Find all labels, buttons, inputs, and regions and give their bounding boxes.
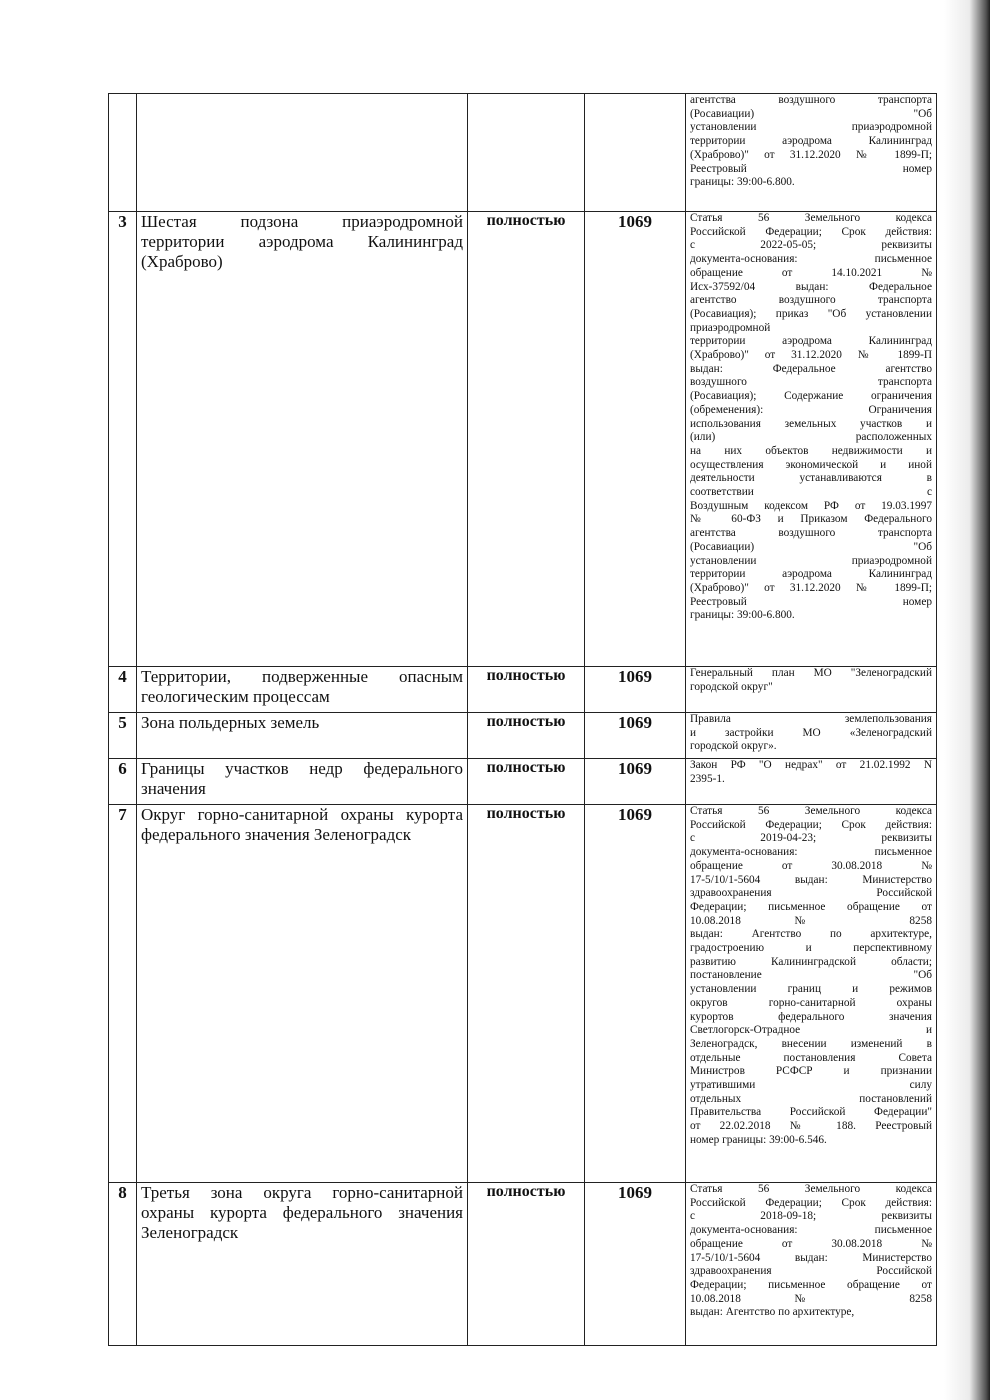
basis-line: агентства воздушного транспорта [690,527,932,540]
basis-line: развитию Калининградской области; [690,955,932,968]
basis-line: с 2019-04-23; реквизиты [690,832,932,845]
basis-line: 10.08.2018 № 8258 [690,1292,932,1305]
basis-line: территории аэродрома Калининград [690,568,932,581]
basis-line: документа-основания: письменное [690,1224,932,1237]
basis-line: (Росавиация); Содержание ограничения [690,390,932,403]
legal-basis [686,212,937,667]
basis-line: (Росавиации) "Об [690,107,932,120]
restriction-name: Округ горно-санитарной охраны курорта федерального значения Зеленоградск [137,805,468,1183]
restriction-name [137,94,468,212]
basis-line: № 60-ФЗ и Приказом Федерального [690,513,932,526]
basis-line: (Храброво)" от 31.12.2020 № 1899-П; [690,581,932,594]
row-number: 8 [109,1183,137,1346]
table-row [109,759,937,805]
basis-line: агентства воздушного транспорта [690,94,932,106]
coverage-value: полностью [468,667,585,713]
restrictions-table [108,93,937,1346]
row-number: 5 [109,713,137,759]
basis-line: обращение от 30.08.2018 № [690,1237,932,1250]
basis-line: Генеральный план МО "Зеленоградский [690,667,932,679]
row-number: 6 [109,759,137,805]
basis-line: Закон РФ "О недрах" от 21.02.1992 N [690,759,932,771]
basis-line: осуществления экономической и иной [690,458,932,471]
area-value: 1069 [585,212,686,667]
area-value [585,94,686,212]
legal-basis [686,94,937,212]
basis-line: постановление "Об [690,969,932,982]
row-number: 3 [109,212,137,667]
coverage-value [468,94,585,212]
coverage-value: полностью [468,1183,585,1346]
basis-line: Федерации; письменное обращение от [690,900,932,913]
basis-line: Статья 56 Земельного кодекса [690,805,932,817]
area-value: 1069 [585,805,686,1183]
area-value: 1069 [585,759,686,805]
basis-line: Реестровый номер [690,595,932,608]
basis-line: выдан: Агентство по архитектуре, [690,1306,855,1319]
coverage-value: полностью [468,212,585,667]
basis-line: (Храброво)" от 31.12.2020 № 1899-П; [690,148,932,161]
coverage-value: полностью [468,759,585,805]
table-row [109,94,937,212]
basis-line: отдельных постановлений [690,1092,932,1105]
basis-line: (обременения): Ограничения [690,403,932,416]
basis-line: обращение от 30.08.2018 № [690,859,932,872]
basis-line: установлении границ и режимов [690,983,932,996]
basis-line: отдельные постановления Совета [690,1051,932,1064]
table-row [109,805,937,1183]
basis-line: и застройки МО «Зеленоградский [690,726,932,739]
basis-line: с 2022-05-05; реквизиты [690,239,932,252]
restriction-name: Зона польдерных земель [137,713,468,759]
table-body [109,94,937,1346]
basis-line: территории аэродрома Калининград [690,335,932,348]
basis-line: (Храброво)" от 31.12.2020 № 1899-П [690,349,932,362]
scan-page-edge [944,0,990,1400]
basis-line: 17-5/10/1-5604 выдан: Министерство [690,873,932,886]
basis-line: градостроению и перспективному [690,942,932,955]
basis-line: (Росавиация); приказ "Об установлении [690,307,932,320]
basis-line: утратившими силу [690,1079,932,1092]
row-number: 7 [109,805,137,1183]
area-value: 1069 [585,713,686,759]
basis-line: (или) расположенных [690,431,932,444]
basis-line: Российской Федерации; Срок действия: [690,1196,932,1209]
basis-line: Российской Федерации; Срок действия: [690,225,932,238]
basis-line: округов горно-санитарной охраны [690,996,932,1009]
basis-line: Правительства Российской Федерации" [690,1106,932,1119]
row-number [109,94,137,212]
coverage-value: полностью [468,805,585,1183]
basis-line: соответствии с [690,486,932,499]
basis-line: воздушного транспорта [690,376,932,389]
basis-line: здравоохранения Российской [690,887,932,900]
basis-line: Российской Федерации; Срок действия: [690,818,932,831]
table-row [109,1183,937,1346]
basis-line: деятельности устанавливаются в [690,472,932,485]
basis-line: Статья 56 Земельного кодекса [690,212,932,224]
basis-line: выдан: Федеральное агентство [690,362,932,375]
basis-line: Правила землепользования [690,713,932,725]
basis-line: Федерации; письменное обращение от [690,1278,932,1291]
restriction-name: Шестая подзона приаэродромной территории аэродрома Калининград (Храброво) [137,212,468,667]
legal-basis [686,713,937,759]
legal-basis [686,759,937,805]
basis-line: с 2018-09-18; реквизиты [690,1210,932,1223]
basis-line: 2395-1. [690,772,725,785]
basis-line: Светлогорск-Отрадное и [690,1024,932,1037]
basis-line: (Росавиации) "Об [690,540,932,553]
basis-line: номер границы: 39:00-6.546. [690,1133,827,1146]
basis-line: выдан: Агентство по архитектуре, [690,928,932,941]
legal-basis [686,667,937,713]
basis-line: границы: 39:00-6.800. [690,176,795,189]
basis-line: документа-основания: письменное [690,253,932,266]
area-value: 1069 [585,667,686,713]
basis-line: документа-основания: письменное [690,846,932,859]
area-value: 1069 [585,1183,686,1346]
table-row [109,667,937,713]
basis-line: установлении приаэродромной [690,121,932,134]
coverage-value: полностью [468,713,585,759]
basis-line: Министров РСФСР и признании [690,1065,932,1078]
restriction-name: Территории, подверженные опасным геологическим процессам [137,667,468,713]
basis-line: Воздушным кодексом РФ от 19.03.1997 [690,499,932,512]
basis-line: обращение от 14.10.2021 № [690,266,932,279]
basis-line: агентство воздушного транспорта [690,294,932,307]
legal-basis [686,1183,937,1346]
basis-line: от 22.02.2018 № 188. Реестровый [690,1120,932,1133]
basis-line: здравоохранения Российской [690,1265,932,1278]
basis-line: Зеленоградск, внесении изменений в [690,1037,932,1050]
basis-line: приаэродромной [690,321,771,334]
table-row [109,713,937,759]
basis-line: городской округ" [690,680,773,693]
basis-line: курортов федерального значения [690,1010,932,1023]
row-number: 4 [109,667,137,713]
basis-line: установлении приаэродромной [690,554,932,567]
basis-line: границы: 39:00-6.800. [690,609,795,622]
basis-line: использования земельных участков и [690,417,932,430]
basis-line: Реестровый номер [690,162,932,175]
table-row [109,212,937,667]
basis-line: Исх-37592/04 выдан: Федеральное [690,280,932,293]
basis-line: на них объектов недвижимости и [690,444,932,457]
basis-line: 10.08.2018 № 8258 [690,914,932,927]
restriction-name: Третья зона округа горно-санитарной охраны курорта федерального значения Зеленоградск [137,1183,468,1346]
restriction-name: Границы участков недр федерального значения [137,759,468,805]
basis-line: Статья 56 Земельного кодекса [690,1183,932,1195]
legal-basis [686,805,937,1183]
basis-line: городской округ». [690,740,777,753]
basis-line: территории аэродрома Калининград [690,135,932,148]
basis-line: 17-5/10/1-5604 выдан: Министерство [690,1251,932,1264]
